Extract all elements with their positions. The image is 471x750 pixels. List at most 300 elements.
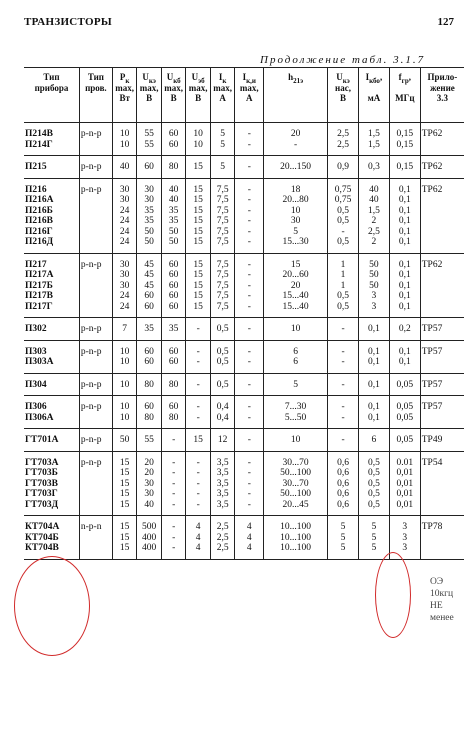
pk-value: 15 bbox=[119, 457, 130, 468]
h21-value: 30...70 bbox=[282, 457, 309, 468]
types-value: П216А bbox=[25, 195, 54, 205]
iki-value: - bbox=[247, 184, 251, 195]
pk-value: 15 bbox=[119, 532, 130, 543]
uke-value: 60 bbox=[144, 301, 154, 312]
ukb-value: - bbox=[172, 468, 176, 478]
red-circle-freq bbox=[375, 552, 411, 638]
col-uke-cell bbox=[137, 178, 162, 253]
col-h21-cell bbox=[264, 253, 328, 318]
types-value: П217В bbox=[25, 291, 53, 301]
col-ik-cell bbox=[210, 373, 235, 396]
uke-value: 60 bbox=[144, 346, 154, 357]
ikbo-value: 0,5 bbox=[367, 468, 380, 478]
pk-value: 40 bbox=[119, 162, 130, 172]
col-type-cell bbox=[24, 253, 79, 318]
ikbo-value: 0,3 bbox=[367, 162, 380, 172]
h21-value: 50...100 bbox=[280, 468, 312, 478]
col-ukenas-cell bbox=[328, 340, 359, 373]
ueb-value: 15 bbox=[193, 435, 203, 445]
types-value: П217 bbox=[25, 259, 47, 270]
ueb-value: - bbox=[196, 346, 200, 357]
col-fgr-cell bbox=[389, 396, 420, 429]
ik-value: 3,5 bbox=[216, 457, 229, 468]
types-value: КТ704А bbox=[25, 522, 60, 532]
col-prov-cell bbox=[79, 318, 112, 341]
ikbo-value: 2 bbox=[371, 216, 377, 226]
col-ik-cell bbox=[210, 340, 235, 373]
uke-value: 30 bbox=[144, 478, 154, 489]
ukenas-value: 0,6 bbox=[337, 468, 349, 478]
h21-value: 15...40 bbox=[282, 291, 309, 301]
ukb-value: - bbox=[172, 489, 176, 499]
col-pk-cell bbox=[112, 318, 137, 341]
ukenas-value: 0,75 bbox=[334, 184, 352, 195]
col-type-cell bbox=[24, 123, 79, 156]
page-header bbox=[24, 16, 454, 30]
uke-value: 30 bbox=[144, 489, 154, 499]
col-type-cell bbox=[24, 156, 79, 179]
h21-value: 20 bbox=[290, 129, 301, 139]
ukenas-value: 0,5 bbox=[337, 216, 349, 226]
fgr-value: 0,05 bbox=[396, 402, 414, 412]
fgr-value: 0,1 bbox=[398, 216, 411, 226]
fgr-value: 0,1 bbox=[398, 237, 411, 247]
col-iki-cell bbox=[235, 253, 264, 318]
col-ueb-cell bbox=[186, 396, 211, 429]
ik-value: 5 bbox=[220, 139, 226, 150]
col-ueb-cell bbox=[186, 451, 211, 516]
h21-value: 7...30 bbox=[284, 402, 307, 412]
col-ueb-cell bbox=[186, 373, 211, 396]
h21-value: 20...45 bbox=[282, 499, 309, 510]
fgr-value: 0.01 bbox=[396, 457, 414, 468]
uke-value: 55 bbox=[144, 139, 154, 150]
ueb-value: 15 bbox=[193, 184, 203, 195]
fgr-value: 0,05 bbox=[396, 379, 414, 390]
ukb-value: 60 bbox=[168, 129, 179, 139]
prov-value: p-n-p bbox=[80, 379, 102, 390]
table-header-row bbox=[24, 68, 464, 123]
ukenas-value: 2,5 bbox=[337, 139, 349, 150]
types-value: П302 bbox=[25, 324, 47, 334]
col-pk-cell bbox=[112, 340, 137, 373]
col-app-cell bbox=[420, 451, 464, 516]
fgr-value: 0,2 bbox=[398, 324, 411, 334]
ukenas-value: - bbox=[341, 402, 345, 412]
uke-value: 80 bbox=[144, 412, 154, 423]
transistor-table bbox=[24, 67, 464, 560]
pk-value: 30 bbox=[119, 195, 130, 205]
types-value: ГТ703Б bbox=[25, 468, 58, 478]
col-ueb-cell bbox=[186, 429, 211, 452]
col-prov-cell bbox=[79, 156, 112, 179]
types-value: П216В bbox=[25, 216, 53, 226]
types-value: П216Б bbox=[25, 205, 53, 216]
ik-value: 7,5 bbox=[216, 226, 229, 237]
col-ukenas-header: $U_{кэ}$ нас, В bbox=[328, 68, 359, 123]
ukenas-value: 1 bbox=[340, 259, 346, 270]
col-uke-cell bbox=[137, 123, 162, 156]
types-value: П306А bbox=[25, 412, 54, 423]
col-pk-cell bbox=[112, 429, 137, 452]
ueb-value: - bbox=[196, 412, 200, 423]
uke-value: 50 bbox=[144, 226, 154, 237]
ukenas-value: 1 bbox=[340, 270, 346, 280]
col-ueb-cell bbox=[186, 318, 211, 341]
ikbo-value: 50 bbox=[369, 270, 379, 280]
col-iki-cell bbox=[235, 429, 264, 452]
ikbo-value: 1,5 bbox=[367, 139, 380, 150]
ukenas-value: 5 bbox=[340, 522, 346, 532]
col-ukb-cell bbox=[161, 516, 186, 560]
ukb-value: 60 bbox=[168, 291, 179, 301]
col-uke-cell bbox=[137, 340, 162, 373]
ik-value: 3,5 bbox=[216, 468, 229, 478]
ikbo-value: 0,5 bbox=[367, 478, 380, 489]
h21-value: 20...60 bbox=[282, 270, 309, 280]
col-h21-cell bbox=[264, 396, 328, 429]
uke-value: 55 bbox=[144, 129, 154, 139]
app-value: ТР57 bbox=[421, 379, 443, 390]
col-h21-cell bbox=[264, 451, 328, 516]
h21-value: 10 bbox=[290, 205, 301, 216]
h21-value: 10...100 bbox=[280, 543, 312, 553]
ik-value: 0,5 bbox=[216, 346, 229, 357]
ukenas-value: - bbox=[341, 357, 345, 367]
col-app-cell bbox=[420, 429, 464, 452]
col-app-cell bbox=[420, 516, 464, 560]
iki-value: - bbox=[247, 435, 251, 445]
h21-value: 20...150 bbox=[280, 162, 312, 172]
ukb-value: 80 bbox=[168, 162, 179, 172]
ikbo-value: 0,1 bbox=[367, 412, 380, 423]
types-value: ГТ703А bbox=[25, 457, 59, 468]
col-fgr-cell bbox=[389, 373, 420, 396]
types-value: П215 bbox=[25, 162, 47, 172]
col-pk-cell bbox=[112, 253, 137, 318]
col-ik-cell bbox=[210, 253, 235, 318]
app-value: ТР54 bbox=[421, 457, 443, 468]
col-app-cell bbox=[420, 340, 464, 373]
iki-value: - bbox=[247, 195, 251, 205]
col-h21-cell bbox=[264, 178, 328, 253]
types-value: ГТ703Д bbox=[25, 499, 59, 510]
ukb-value: - bbox=[172, 532, 176, 543]
ik-value: 0,5 bbox=[216, 379, 229, 390]
iki-value: 4 bbox=[246, 532, 252, 543]
ueb-value: 10 bbox=[193, 129, 203, 139]
ukb-value: 40 bbox=[168, 184, 179, 195]
col-ukenas-cell bbox=[328, 451, 359, 516]
ukenas-value: - bbox=[341, 226, 345, 237]
col-pk-cell bbox=[112, 373, 137, 396]
col-type-cell bbox=[24, 340, 79, 373]
iki-value: - bbox=[247, 129, 251, 139]
iki-value: - bbox=[247, 205, 251, 216]
col-ik-cell bbox=[210, 178, 235, 253]
uke-value: 20 bbox=[144, 457, 154, 468]
col-ukb-cell bbox=[161, 178, 186, 253]
handwritten-note bbox=[430, 576, 454, 624]
iki-value: - bbox=[247, 270, 251, 280]
iki-value: - bbox=[247, 324, 251, 334]
col-app-cell bbox=[420, 253, 464, 318]
ikbo-value: 3 bbox=[371, 291, 377, 301]
page-title: ТРАНЗИСТОРЫ bbox=[24, 16, 113, 28]
ukenas-value: 0,5 bbox=[337, 291, 349, 301]
col-ukb-cell bbox=[161, 156, 186, 179]
iki-value: - bbox=[247, 259, 251, 270]
fgr-value: 0,1 bbox=[398, 184, 411, 195]
ikbo-value: 5 bbox=[371, 522, 377, 532]
ikbo-value: 0,1 bbox=[367, 379, 380, 390]
h21-value: 5 bbox=[293, 226, 298, 237]
col-iki-cell bbox=[235, 396, 264, 429]
ik-value: 7,5 bbox=[216, 291, 229, 301]
types-value: ГТ703Г bbox=[25, 489, 58, 499]
ik-value: 7,5 bbox=[216, 237, 229, 247]
iki-value: - bbox=[247, 346, 251, 357]
ueb-value: - bbox=[196, 324, 200, 334]
col-fgr-header: $f_{гр}$, МГц bbox=[389, 68, 420, 123]
fgr-value: 3 bbox=[402, 543, 408, 553]
col-ukenas-cell bbox=[328, 429, 359, 452]
iki-value: - bbox=[247, 301, 251, 312]
iki-value: - bbox=[247, 402, 251, 412]
col-app-cell bbox=[420, 318, 464, 341]
types-value: П304 bbox=[25, 379, 47, 390]
h21-value: 6 bbox=[293, 357, 298, 367]
note-line: менее bbox=[430, 613, 454, 623]
pk-value: 30 bbox=[119, 270, 130, 280]
uke-value: 45 bbox=[144, 259, 154, 270]
col-ukenas-cell bbox=[328, 396, 359, 429]
pk-value: 50 bbox=[119, 435, 130, 445]
ukb-value: 60 bbox=[168, 259, 179, 270]
uke-value: 30 bbox=[144, 184, 154, 195]
col-ukb-header: $U_{кб}$ max, В bbox=[161, 68, 186, 123]
ukb-value: 60 bbox=[168, 301, 179, 312]
pk-value: 10 bbox=[119, 412, 130, 423]
col-iki-cell bbox=[235, 156, 264, 179]
ueb-value: - bbox=[196, 457, 200, 468]
pk-value: 7 bbox=[122, 324, 128, 334]
col-ik-cell bbox=[210, 396, 235, 429]
col-iki-cell bbox=[235, 123, 264, 156]
col-ukenas-cell bbox=[328, 516, 359, 560]
app-value: ТР62 bbox=[421, 129, 443, 139]
iki-value: - bbox=[247, 291, 251, 301]
col-ueb-cell bbox=[186, 123, 211, 156]
col-ikbo-cell bbox=[358, 123, 389, 156]
col-ukb-cell bbox=[161, 451, 186, 516]
app-value: ТР62 bbox=[421, 162, 443, 172]
col-prov-cell bbox=[79, 253, 112, 318]
col-ik-cell bbox=[210, 318, 235, 341]
h21-value: 10...100 bbox=[280, 532, 312, 543]
ikbo-value: 0,1 bbox=[367, 324, 380, 334]
ukenas-value: - bbox=[341, 324, 345, 334]
ikbo-value: 0,1 bbox=[367, 402, 380, 412]
ueb-value: - bbox=[196, 478, 200, 489]
h21-value: 50...100 bbox=[280, 489, 312, 499]
col-ukenas-cell bbox=[328, 373, 359, 396]
ueb-value: - bbox=[196, 357, 200, 367]
iki-value: - bbox=[247, 468, 251, 478]
ikbo-value: 2 bbox=[371, 237, 377, 247]
pk-value: 30 bbox=[119, 259, 130, 270]
ueb-value: - bbox=[196, 402, 200, 412]
iki-value: - bbox=[247, 216, 251, 226]
app-value: ТР62 bbox=[421, 259, 443, 270]
pk-value: 10 bbox=[119, 346, 130, 357]
ik-value: 0,4 bbox=[216, 402, 229, 412]
col-fgr-cell bbox=[389, 340, 420, 373]
prov-value: p-n-p bbox=[80, 324, 102, 334]
col-fgr-cell bbox=[389, 156, 420, 179]
ukenas-value: 0,5 bbox=[337, 301, 349, 312]
types-value: П216 bbox=[25, 184, 47, 195]
col-prov-header: Тип пров. bbox=[79, 68, 112, 123]
col-prov-cell bbox=[79, 429, 112, 452]
ukb-value: - bbox=[172, 478, 176, 489]
h21-value: 30 bbox=[290, 216, 301, 226]
col-uke-cell bbox=[137, 451, 162, 516]
col-type-cell bbox=[24, 396, 79, 429]
ik-value: 7,5 bbox=[216, 195, 229, 205]
h21-value: 10 bbox=[290, 435, 301, 445]
uke-value: 20 bbox=[144, 468, 154, 478]
ueb-value: 4 bbox=[195, 522, 201, 532]
ikbo-value: 50 bbox=[369, 280, 379, 291]
col-h21-cell bbox=[264, 373, 328, 396]
h21-value: 10...100 bbox=[280, 522, 312, 532]
col-type-cell bbox=[24, 516, 79, 560]
ukb-value: 60 bbox=[168, 139, 179, 150]
col-pk-cell bbox=[112, 156, 137, 179]
col-ueb-cell bbox=[186, 178, 211, 253]
ukb-value: - bbox=[172, 499, 176, 510]
ik-value: 7,5 bbox=[216, 184, 229, 195]
table-row bbox=[24, 178, 464, 253]
table-row bbox=[24, 340, 464, 373]
col-ikbo-cell bbox=[358, 156, 389, 179]
fgr-value: 0,1 bbox=[398, 226, 411, 237]
uke-value: 60 bbox=[144, 291, 154, 301]
prov-value: p-n-p bbox=[80, 162, 102, 172]
ueb-value: 15 bbox=[193, 216, 203, 226]
pk-value: 15 bbox=[119, 478, 130, 489]
col-iki-cell bbox=[235, 340, 264, 373]
types-value: П303 bbox=[25, 346, 47, 357]
ueb-value: - bbox=[196, 468, 200, 478]
col-ik-cell bbox=[210, 429, 235, 452]
col-app-cell bbox=[420, 178, 464, 253]
table-continuation-caption: Продолжение табл. 3.1.7 bbox=[260, 54, 426, 66]
ueb-value: 15 bbox=[193, 237, 203, 247]
col-app-cell bbox=[420, 396, 464, 429]
pk-value: 24 bbox=[119, 291, 130, 301]
ikbo-value: 5 bbox=[371, 543, 377, 553]
pk-value: 15 bbox=[119, 468, 130, 478]
pk-value: 24 bbox=[119, 301, 130, 312]
pk-value: 10 bbox=[119, 357, 130, 367]
iki-value: - bbox=[247, 379, 251, 390]
uke-value: 45 bbox=[144, 270, 154, 280]
ukb-value: 80 bbox=[168, 379, 179, 390]
col-ukb-cell bbox=[161, 429, 186, 452]
ueb-value: 15 bbox=[193, 280, 203, 291]
note-line: НЕ bbox=[430, 601, 443, 611]
ukenas-value: 2,5 bbox=[337, 129, 349, 139]
col-ikbo-cell bbox=[358, 429, 389, 452]
table-row bbox=[24, 123, 464, 156]
fgr-value: 0,1 bbox=[398, 259, 411, 270]
col-fgr-cell bbox=[389, 451, 420, 516]
ik-value: 12 bbox=[217, 435, 228, 445]
col-ukenas-cell bbox=[328, 123, 359, 156]
ueb-value: - bbox=[196, 379, 200, 390]
col-uke-cell bbox=[137, 373, 162, 396]
iki-value: - bbox=[247, 412, 251, 423]
fgr-value: 0,1 bbox=[398, 280, 411, 291]
iki-value: - bbox=[247, 478, 251, 489]
types-value: КТ704В bbox=[25, 543, 59, 553]
col-prov-cell bbox=[79, 123, 112, 156]
fgr-value: 3 bbox=[402, 522, 408, 532]
col-ikbo-cell bbox=[358, 178, 389, 253]
ik-value: 3,5 bbox=[216, 489, 229, 499]
col-h21-cell bbox=[264, 429, 328, 452]
col-h21-cell bbox=[264, 123, 328, 156]
col-h21-cell bbox=[264, 156, 328, 179]
table-row bbox=[24, 396, 464, 429]
col-ikbo-cell bbox=[358, 253, 389, 318]
uke-value: 400 bbox=[142, 543, 157, 553]
pk-value: 10 bbox=[119, 402, 130, 412]
fgr-value: 0,01 bbox=[396, 478, 414, 489]
uke-value: 500 bbox=[142, 522, 157, 532]
col-uke-cell bbox=[137, 253, 162, 318]
col-uke-cell bbox=[137, 516, 162, 560]
red-circle-types bbox=[14, 556, 90, 656]
ueb-value: 15 bbox=[193, 205, 203, 216]
ukb-value: 60 bbox=[168, 270, 179, 280]
col-fgr-cell bbox=[389, 429, 420, 452]
ukenas-value: 0,6 bbox=[337, 499, 349, 510]
ikbo-value: 0,1 bbox=[367, 346, 380, 357]
ikbo-value: 0,5 bbox=[367, 457, 380, 468]
ik-value: 5 bbox=[220, 162, 226, 172]
uke-value: 35 bbox=[144, 324, 154, 334]
pk-value: 24 bbox=[119, 205, 130, 216]
uke-value: 35 bbox=[144, 216, 154, 226]
ik-value: 0,5 bbox=[216, 357, 229, 367]
col-ukb-cell bbox=[161, 396, 186, 429]
col-iki-cell bbox=[235, 178, 264, 253]
col-app-cell bbox=[420, 373, 464, 396]
ik-value: 7,5 bbox=[216, 259, 229, 270]
uke-value: 80 bbox=[144, 379, 154, 390]
prov-value: p-n-p bbox=[80, 259, 102, 270]
types-value: П217А bbox=[25, 270, 54, 280]
pk-value: 15 bbox=[119, 489, 130, 499]
ueb-value: - bbox=[196, 489, 200, 499]
col-ueb-header: $U_{эб}$ max, В bbox=[186, 68, 211, 123]
ikbo-value: 5 bbox=[371, 532, 377, 543]
types-value: П217Г bbox=[25, 301, 53, 312]
ueb-value: 15 bbox=[193, 226, 203, 237]
